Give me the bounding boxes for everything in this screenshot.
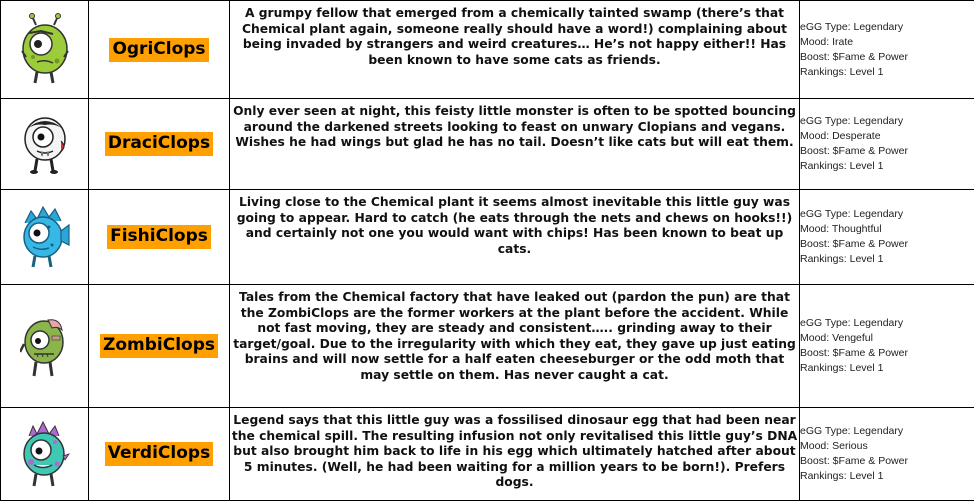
- monster-description: A grumpy fellow that emerged from a chemically tainted swamp (there’s that Chemical plant again, someone really should have a word!) complaining about being invaded by strangers and weird creatures… He’s not happy either!! Has been known to have some cats as friends.: [230, 1, 800, 99]
- mood: Mood: Serious: [800, 440, 868, 452]
- monster-stats: [800, 285, 974, 408]
- rankings: Rankings: Level 1: [800, 160, 884, 172]
- boost: Boost: $Fame & Power: [800, 455, 908, 467]
- table-row: [1, 190, 974, 285]
- egg-type: eGG Type: Legendary: [800, 20, 904, 33]
- egg-type: eGG Type: Legendary: [800, 425, 904, 437]
- boost: Boost: $Fame & Power: [800, 238, 908, 250]
- table-row: [1, 1, 974, 99]
- rankings: Rankings: Level 1: [800, 470, 884, 482]
- monster-description: Living close to the Chemical plant it seems almost inevitable this little guy was going to appear. Hard to catch (he eats through the nets and chews on hooks!!) and certainly not one you would want with chips! Has been known to beat up cats.: [230, 190, 800, 285]
- table-row: [1, 408, 974, 501]
- mood: Mood: Desperate: [800, 130, 881, 142]
- egg-type: eGG Type: Legendary: [800, 317, 904, 329]
- monster-stats: [800, 190, 974, 285]
- monster-description: Tales from the Chemical factory that have leaked out (pardon the pun) are that the ZombiClops are the former workers at the plant before the accident. While not fast moving, they are steady and consistent….. grinding away to their target/goal. Due to the irregularity with which they eat, they gave up just eating brains and will now settle for a half eaten cheeseburger or the odd moth that may settle on them. Has never caught a cat.: [230, 285, 800, 408]
- mood: Mood: Vengeful: [800, 332, 873, 344]
- rankings: Rankings: Level 1: [800, 65, 884, 78]
- monster-name: ZombiClops: [100, 334, 218, 358]
- monster-description: Only ever seen at night, this feisty little monster is often to be spotted bouncing around the darkened streets looking to feast on unwary Clopians and vegans. Wishes he had wings but glad he has no tail. Doesn’t like cats but will eat them.: [230, 99, 800, 190]
- boost: Boost: $Fame & Power: [800, 50, 908, 63]
- green-cyclops-monster-icon: [17, 13, 73, 87]
- monster-name: DraciClops: [105, 132, 213, 156]
- blue-fish-cyclops-monster-icon: [19, 201, 71, 273]
- monster-name: OgriClops: [109, 38, 208, 62]
- white-cyclops-vampire-monster-icon: [21, 111, 69, 177]
- boost: Boost: $Fame & Power: [800, 347, 908, 359]
- table-row: [1, 285, 974, 408]
- egg-type: eGG Type: Legendary: [800, 115, 904, 127]
- mood: Mood: Irate: [800, 35, 854, 48]
- teal-dino-cyclops-monster-icon: [19, 418, 71, 490]
- monster-name: FishiClops: [107, 225, 211, 249]
- monster-name: VerdiClops: [105, 442, 213, 466]
- table-row: [1, 99, 974, 190]
- monster-stats: [800, 99, 974, 190]
- mood: Mood: Thoughtful: [800, 223, 882, 235]
- rankings: Rankings: Level 1: [800, 253, 884, 265]
- egg-type: eGG Type: Legendary: [800, 208, 904, 220]
- monster-stats: [800, 408, 974, 501]
- monster-description: Legend says that this little guy was a fossilised dinosaur egg that had been near the chemical spill. The resulting infusion not only revitalised this little guy’s DNA but also brought him back to life in his egg which ultimately hatched after about 5 minutes. (Well, he had been waiting for a million years to be born!). Prefers dogs.: [230, 408, 800, 501]
- boost: Boost: $Fame & Power: [800, 145, 908, 157]
- rankings: Rankings: Level 1: [800, 362, 884, 374]
- zombie-cyclops-monster-icon: [20, 310, 70, 382]
- monster-stats: [800, 1, 974, 99]
